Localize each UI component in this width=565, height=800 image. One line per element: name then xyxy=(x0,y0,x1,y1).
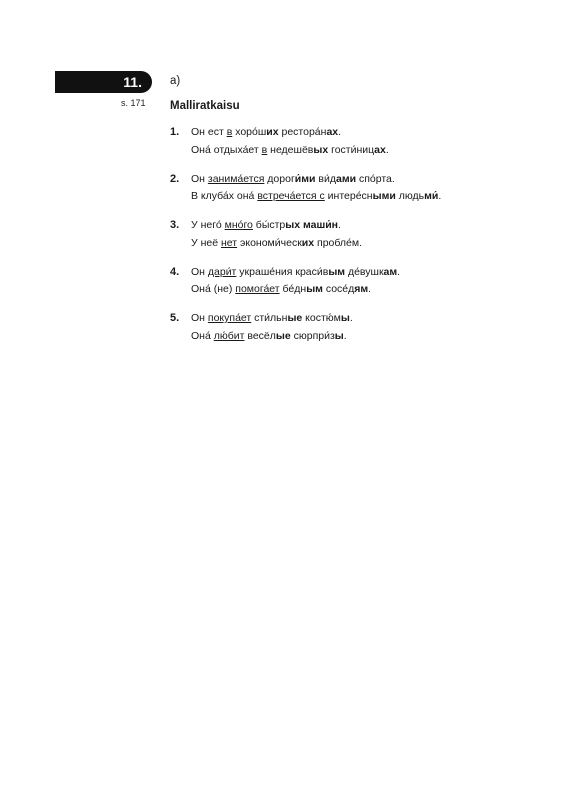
text-segment: . xyxy=(385,143,389,156)
bold-ending: ах xyxy=(374,143,386,156)
underlined-segment: нет xyxy=(220,236,238,249)
text-segment: . xyxy=(368,283,372,295)
text-segment: де́вушк xyxy=(345,265,384,278)
item-number: 4. xyxy=(170,265,180,278)
bold-ending: ям xyxy=(354,283,369,295)
text-segment: бе́дн xyxy=(279,283,307,295)
bold-ending: их xyxy=(266,126,279,138)
text-segment: костю́м xyxy=(302,312,341,324)
item-number: 2. xyxy=(170,172,180,185)
text-segment: . xyxy=(438,190,442,202)
item-number: 1. xyxy=(170,126,180,138)
text-segment: бы́стр xyxy=(252,219,286,231)
text-segment: Он xyxy=(191,312,208,324)
text-segment: пробле́м xyxy=(314,236,360,249)
item-sentences xyxy=(191,264,550,299)
underlined-segment: лю́бит xyxy=(213,329,245,342)
text-segment: сосе́д xyxy=(322,283,355,295)
sentence xyxy=(191,217,550,235)
answer-item xyxy=(170,171,550,206)
exercise-number-tab xyxy=(55,71,152,93)
bold-ending: ми́ xyxy=(424,190,439,202)
text-segment: недешёв xyxy=(267,143,314,156)
bold-ending: и́ми xyxy=(294,172,316,185)
text-segment: сюрпри́з xyxy=(290,329,335,342)
text-segment: . xyxy=(343,329,347,342)
underlined-segment: покупа́ет xyxy=(207,312,252,324)
sentence xyxy=(191,281,550,299)
item-sentences xyxy=(191,217,550,252)
text-segment: дорог xyxy=(264,172,295,185)
text-segment: . xyxy=(397,265,401,278)
bold-ending: ы xyxy=(334,329,344,342)
sentence xyxy=(191,264,550,282)
text-segment: . xyxy=(338,219,341,231)
bold-ending: ые xyxy=(287,312,303,324)
sentence xyxy=(191,310,550,328)
text-segment: рестора́н xyxy=(278,126,327,138)
text-segment: . xyxy=(338,126,342,138)
bold-ending: ых xyxy=(285,219,301,231)
text-segment: украше́ния краси́в xyxy=(236,265,329,278)
bold-ending: ам xyxy=(383,265,398,278)
page-reference: s. 171 xyxy=(121,98,146,108)
text-segment: В клуба́х она́ xyxy=(191,190,258,202)
text-segment: Она́ xyxy=(191,329,214,342)
bold-ending: ами xyxy=(335,172,357,185)
text-segment: . xyxy=(359,236,363,249)
text-segment: интере́сн xyxy=(324,190,373,202)
answer-item xyxy=(170,264,550,299)
bold-ending: ым xyxy=(328,265,346,278)
answer-item xyxy=(170,124,550,159)
item-number: 3. xyxy=(170,219,180,231)
underlined-segment: дари́т xyxy=(207,265,237,278)
text-segment: людь xyxy=(395,190,425,202)
item-number: 5. xyxy=(170,312,180,324)
bold-ending: ах xyxy=(326,126,339,138)
bold-ending: их xyxy=(301,236,315,249)
bold-ending: ыми xyxy=(372,190,396,202)
text-segment: экономи́ческ xyxy=(237,236,302,249)
text-segment: Она́ (не) xyxy=(191,283,236,295)
bold-ending: маши́н xyxy=(300,219,339,231)
item-sentences xyxy=(191,124,550,159)
underlined-segment: помога́ет xyxy=(235,283,280,295)
text-segment: Он xyxy=(191,172,208,185)
sentence xyxy=(191,188,550,206)
bold-ending: ые xyxy=(275,329,291,342)
text-segment: хоро́ш xyxy=(232,126,267,138)
part-label: a) xyxy=(170,75,181,87)
text-segment: сти́льн xyxy=(251,312,288,324)
underlined-segment: в xyxy=(261,143,268,156)
text-segment: Она́ отдыха́ет xyxy=(191,143,262,156)
underlined-segment: в xyxy=(226,126,233,138)
underlined-segment: мно́го xyxy=(224,219,253,231)
bold-ending: ы xyxy=(340,312,350,324)
text-segment: спо́рта. xyxy=(356,172,395,185)
sentence xyxy=(191,235,550,253)
answer-item xyxy=(170,310,550,345)
bold-ending: ых xyxy=(313,143,329,156)
text-segment: . xyxy=(349,312,353,324)
underlined-segment: занима́ется xyxy=(207,172,265,185)
text-segment: Он xyxy=(191,265,208,278)
sentence xyxy=(191,124,550,142)
text-segment: гости́ниц xyxy=(328,143,375,156)
sentence xyxy=(191,171,550,189)
text-segment: У неё xyxy=(191,236,221,249)
answer-item xyxy=(170,217,550,252)
underlined-segment: встреча́ется с xyxy=(257,190,325,202)
text-segment: У него́ xyxy=(191,219,225,231)
exercise-number: 11. xyxy=(123,74,142,90)
text-segment: Он ест xyxy=(191,126,227,138)
answer-list xyxy=(170,124,550,357)
text-segment: ви́д xyxy=(315,172,336,185)
bold-ending: ым xyxy=(306,283,323,295)
section-title: Malliratkaisu xyxy=(170,100,240,112)
text-segment: весёл xyxy=(244,329,276,342)
sentence xyxy=(191,328,550,346)
item-sentences xyxy=(191,310,550,345)
item-sentences xyxy=(191,171,550,206)
sentence xyxy=(191,142,550,160)
